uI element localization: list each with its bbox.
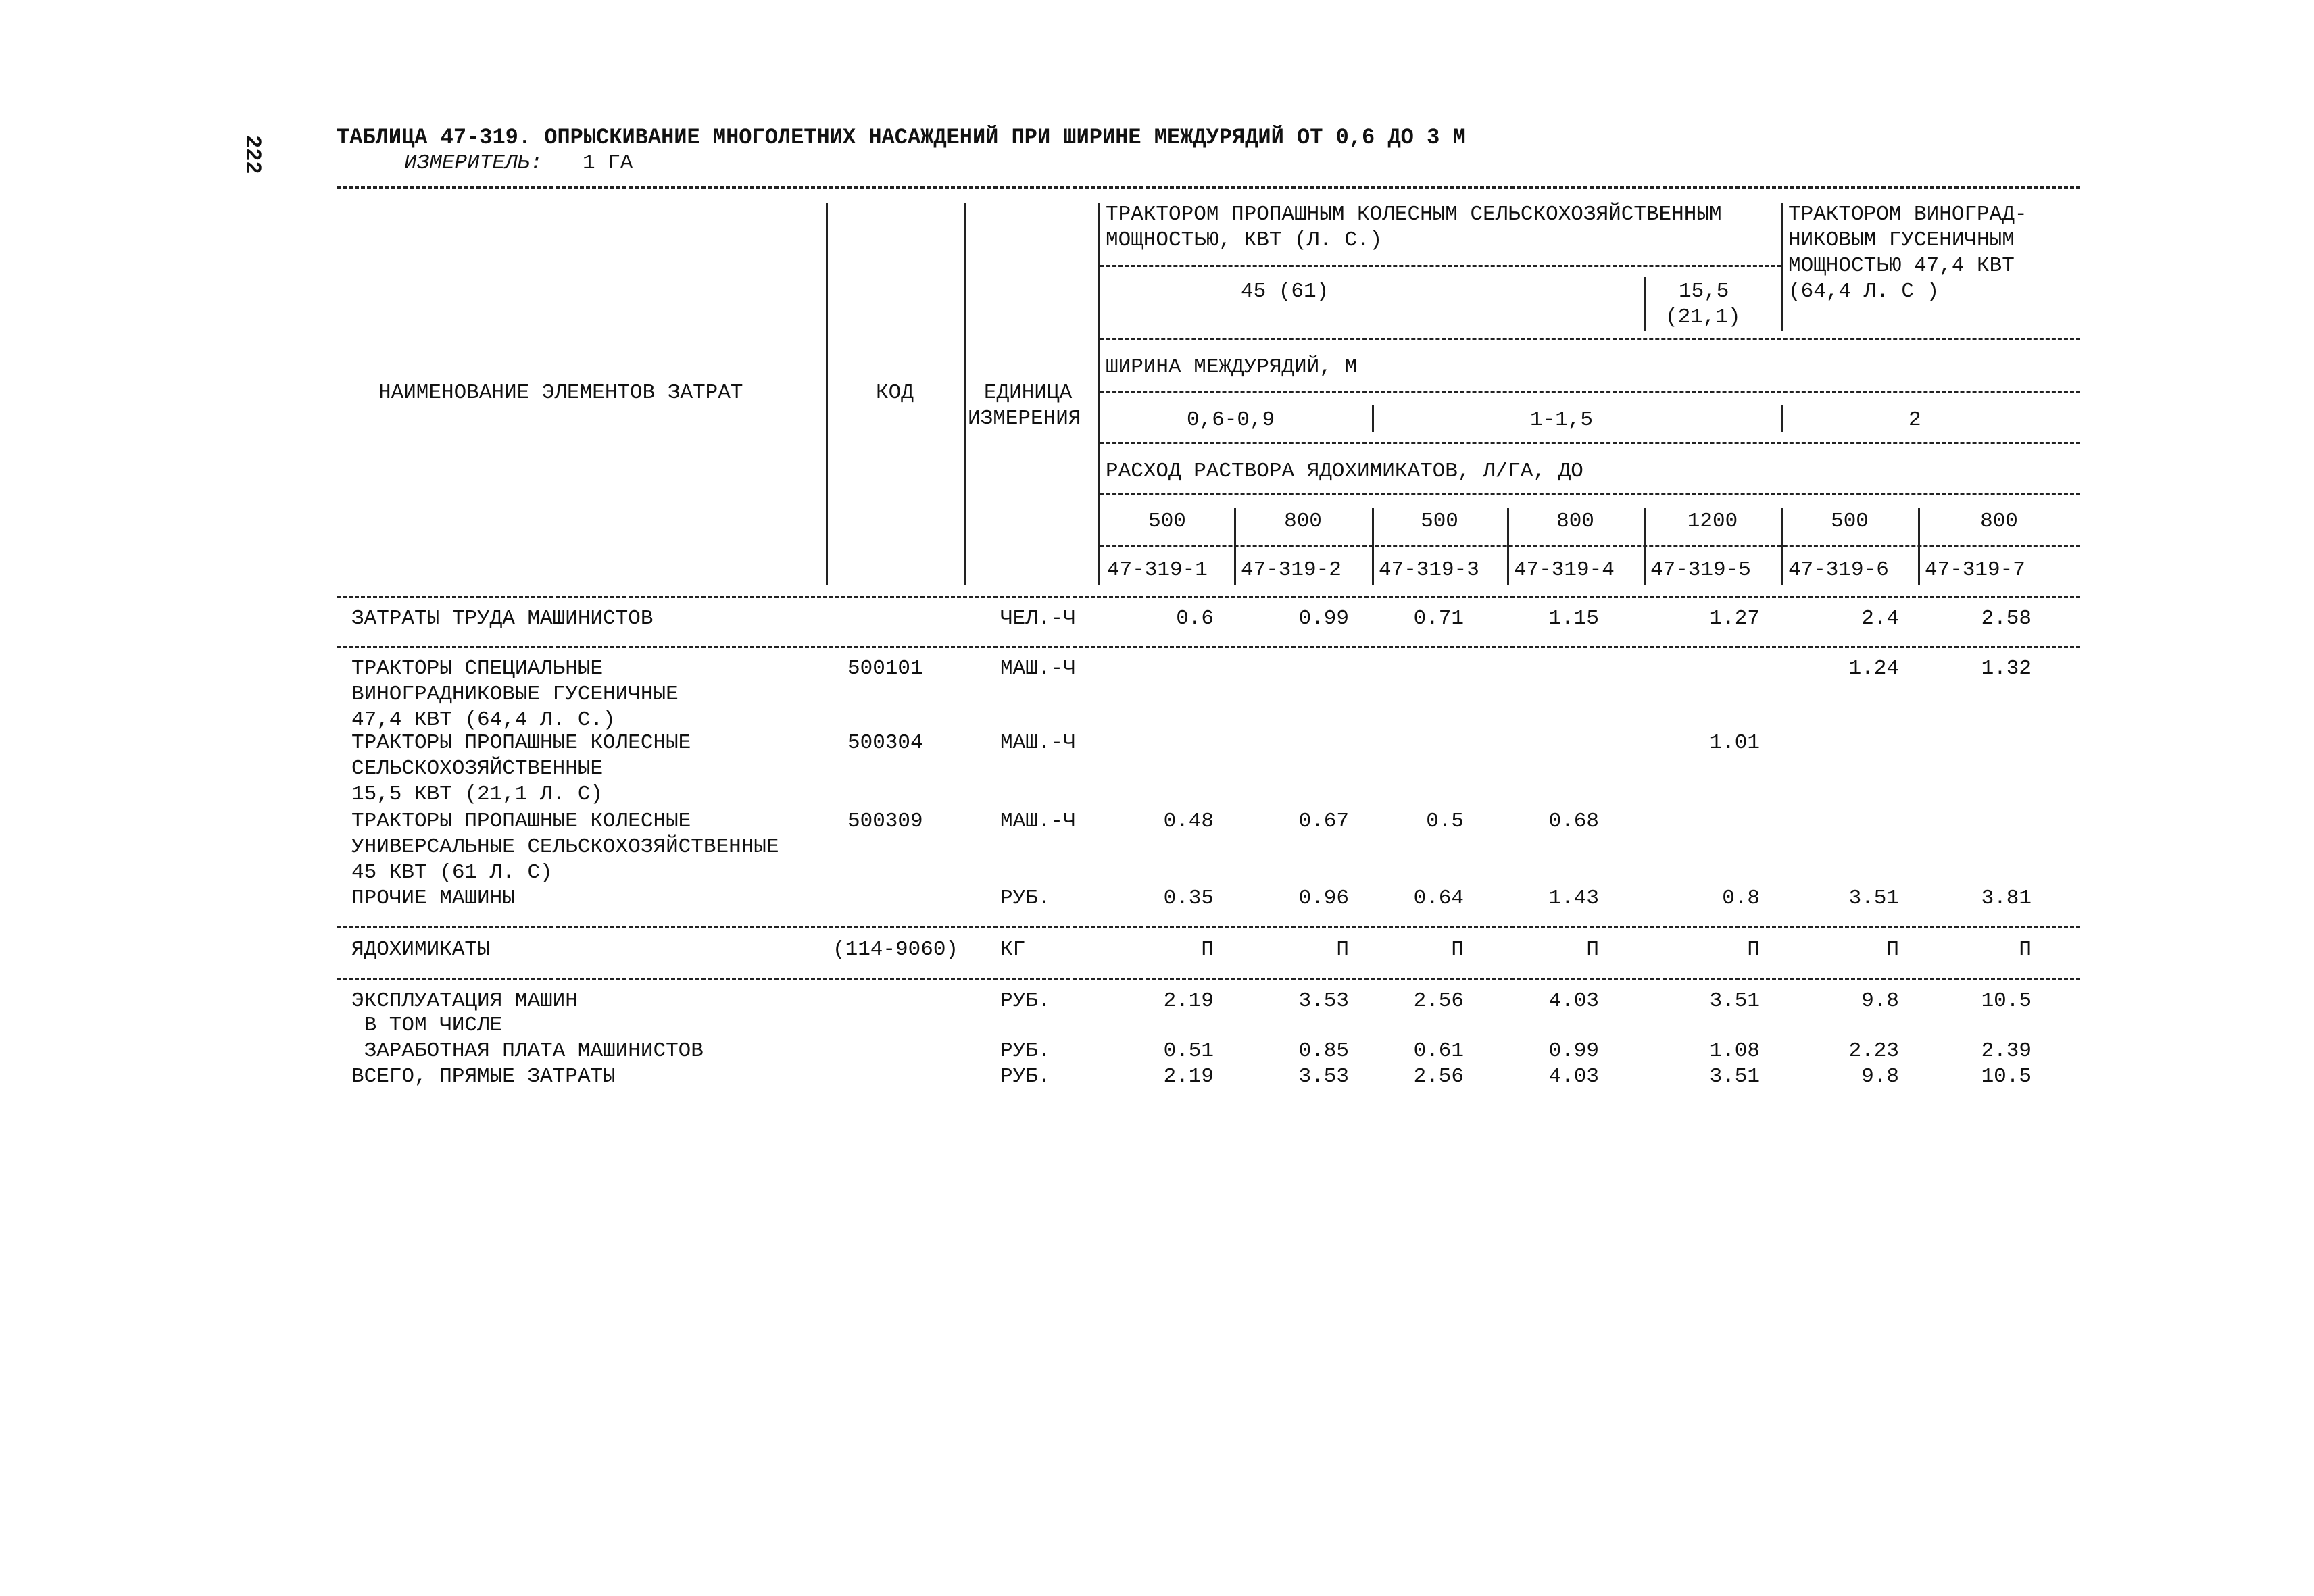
- row-value: 3.51: [1709, 989, 1760, 1013]
- rule-after-labor: [337, 646, 2080, 648]
- row-value: П: [1201, 938, 1214, 962]
- consumption-label: РАСХОД РАСТВОРА ЯДОХИМИКАТОВ, Л/ГА, ДО: [1106, 459, 1583, 483]
- col-divider-unit: [1098, 203, 1100, 585]
- row-value: 0.35: [1163, 887, 1214, 910]
- column-code: 47-319-6: [1788, 558, 1889, 582]
- row-name: ТРАКТОРЫ ПРОПАШНЫЕ КОЛЕСНЫЕ: [351, 809, 691, 833]
- row-value: 2.39: [1981, 1039, 2032, 1063]
- row-name: 47,4 КВТ (64,4 Л. С.): [351, 708, 616, 732]
- consumption-value: 500: [1831, 509, 1869, 533]
- subcolumn-divider: [1507, 508, 1509, 585]
- header-code: КОД: [876, 381, 914, 405]
- consumption-value: 500: [1421, 509, 1458, 533]
- row-unit: МАШ.-Ч: [1000, 657, 1076, 680]
- row-value: 3.81: [1981, 887, 2032, 910]
- row-code: 500304: [847, 731, 923, 755]
- row-value: 4.03: [1548, 989, 1599, 1013]
- row-name: ВСЕГО, ПРЯМЫЕ ЗАТРАТЫ: [351, 1065, 616, 1089]
- row-unit: РУБ.: [1000, 887, 1051, 910]
- row-name: 15,5 КВТ (21,1 Л. С): [351, 782, 604, 806]
- row-name: ТРАКТОРЫ СПЕЦИАЛЬНЫЕ: [351, 657, 604, 680]
- row-value: П: [2019, 938, 2032, 962]
- row-value: 10.5: [1981, 989, 2032, 1013]
- row-name: ТРАКТОРЫ ПРОПАШНЫЕ КОЛЕСНЫЕ: [351, 731, 691, 755]
- row-value: П: [1336, 938, 1349, 962]
- consumption-value: 800: [1556, 509, 1594, 533]
- row-unit: РУБ.: [1000, 1065, 1051, 1089]
- row-name: ЗАТРАТЫ ТРУДА МАШИНИСТОВ: [351, 607, 654, 630]
- col-divider-code: [964, 203, 966, 585]
- col-divider-name: [826, 203, 828, 585]
- row-value: 0.71: [1413, 607, 1464, 630]
- row-value: П: [1747, 938, 1760, 962]
- row-name: ЗАРАБОТНАЯ ПЛАТА МАШИНИСТОВ: [351, 1039, 704, 1063]
- column-code: 47-319-1: [1107, 558, 1208, 582]
- row-name: СЕЛЬСКОХОЗЯЙСТВЕННЫЕ: [351, 757, 604, 780]
- consumption-value: 1200: [1687, 509, 1738, 533]
- power-155-b: (21,1): [1665, 305, 1741, 329]
- row-value: П: [1886, 938, 1899, 962]
- row-value: 0.99: [1548, 1039, 1599, 1063]
- row-value: 0.51: [1163, 1039, 1214, 1063]
- group1-line2: МОЩНОСТЬЮ, КВТ (Л. С.): [1106, 228, 1383, 252]
- rule-group1-title: [1100, 265, 1781, 267]
- row-code: 500101: [847, 657, 923, 680]
- rule-spacing-values: [1100, 442, 2080, 444]
- row-value: 0.64: [1413, 887, 1464, 910]
- row-value: 0.48: [1163, 809, 1214, 833]
- page-number: 222: [240, 135, 265, 174]
- row-value: 3.51: [1709, 1065, 1760, 1089]
- rule-consumption-label: [1100, 493, 2080, 495]
- row-value: 0.99: [1298, 607, 1349, 630]
- row-value: П: [1586, 938, 1599, 962]
- row-value: 2.19: [1163, 1065, 1214, 1089]
- row-value: 2.19: [1163, 989, 1214, 1013]
- rule-consumption-values: [1100, 545, 2080, 547]
- rule-after-chem: [337, 978, 2080, 980]
- row-value: 4.03: [1548, 1065, 1599, 1089]
- row-name: ЭКСПЛУАТАЦИЯ МАШИН: [351, 989, 578, 1013]
- consumption-value: 800: [1284, 509, 1322, 533]
- consumption-value: 500: [1148, 509, 1186, 533]
- row-value: 0.8: [1722, 887, 1760, 910]
- subcolumn-divider: [1781, 508, 1783, 585]
- row-value: 10.5: [1981, 1065, 2032, 1089]
- row-value: 9.8: [1861, 989, 1899, 1013]
- row-value: 0.96: [1298, 887, 1349, 910]
- unit-label: ИЗМЕРИТЕЛЬ:: [404, 151, 543, 175]
- row-value: П: [1451, 938, 1464, 962]
- row-value: 0.67: [1298, 809, 1349, 833]
- unit-value: 1 ГА: [583, 151, 633, 175]
- row-value: 0.85: [1298, 1039, 1349, 1063]
- row-value: 0.5: [1426, 809, 1464, 833]
- group2-line4: (64,4 Л. С ): [1788, 280, 1940, 303]
- row-value: 1.27: [1709, 607, 1760, 630]
- row-unit: КГ: [1000, 938, 1026, 962]
- row-spacing-label: ШИРИНА МЕЖДУРЯДИЙ, М: [1106, 355, 1358, 379]
- column-code: 47-319-5: [1650, 558, 1751, 582]
- power-divider: [1644, 277, 1646, 331]
- subcolumn-divider: [1372, 508, 1374, 585]
- row-value: 2.56: [1413, 989, 1464, 1013]
- row-value: 1.43: [1548, 887, 1599, 910]
- spacing-2: 1-1,5: [1530, 408, 1594, 432]
- row-value: 2.4: [1861, 607, 1899, 630]
- subcolumn-divider: [1644, 508, 1646, 585]
- header-bottom-rule: [337, 596, 2080, 598]
- header-name: НАИМЕНОВАНИЕ ЭЛЕМЕНТОВ ЗАТРАТ: [378, 381, 743, 405]
- subcolumn-divider: [1234, 508, 1236, 585]
- table-title: ТАБЛИЦА 47-319. ОПРЫСКИВАНИЕ МНОГОЛЕТНИХ НАСАЖДЕНИЙ ПРИ ШИРИНЕ МЕЖДУРЯДИЙ ОТ 0,6 ДО 3 М: [337, 125, 1466, 150]
- row-name: ПРОЧИЕ МАШИНЫ: [351, 887, 515, 910]
- spacing-divider-2: [1781, 405, 1783, 432]
- row-value: 2.56: [1413, 1065, 1464, 1089]
- row-value: 9.8: [1861, 1065, 1899, 1089]
- row-value: 0.6: [1176, 607, 1214, 630]
- row-value: 1.15: [1548, 607, 1599, 630]
- header-unit-2: ИЗМЕРЕНИЯ: [968, 407, 1081, 430]
- row-unit: МАШ.-Ч: [1000, 809, 1076, 833]
- group-divider: [1781, 203, 1783, 331]
- rule-power: [1100, 338, 2080, 340]
- row-value: 1.24: [1848, 657, 1899, 680]
- row-value: 1.08: [1709, 1039, 1760, 1063]
- spacing-divider-1: [1372, 405, 1374, 432]
- subcolumn-divider: [1918, 508, 1920, 585]
- header-unit-1: ЕДИНИЦА: [984, 381, 1073, 405]
- row-code: (114-9060): [833, 938, 959, 962]
- row-code: 500309: [847, 809, 923, 833]
- group2-line3: МОЩНОСТЬЮ 47,4 КВТ: [1788, 254, 2015, 278]
- row-value: 1.32: [1981, 657, 2032, 680]
- row-value: 3.51: [1848, 887, 1899, 910]
- row-name: 45 КВТ (61 Л. С): [351, 861, 553, 884]
- spacing-1: 0,6-0,9: [1187, 408, 1275, 432]
- group2-line1: ТРАКТОРОМ ВИНОГРАД-: [1788, 203, 2027, 226]
- row-value: 3.53: [1298, 989, 1349, 1013]
- column-code: 47-319-3: [1379, 558, 1479, 582]
- column-code: 47-319-7: [1925, 558, 2025, 582]
- row-name: В ТОМ ЧИСЛЕ: [351, 1014, 503, 1037]
- rule-spacing-label: [1100, 391, 2080, 393]
- power-155-a: 15,5: [1679, 280, 1729, 303]
- row-value: 0.68: [1548, 809, 1599, 833]
- row-unit: РУБ.: [1000, 1039, 1051, 1063]
- row-name: УНИВЕРСАЛЬНЫЕ СЕЛЬСКОХОЗЯЙСТВЕННЫЕ: [351, 835, 779, 859]
- spacing-3: 2: [1909, 408, 1921, 432]
- row-unit: ЧЕЛ.-Ч: [1000, 607, 1076, 630]
- row-name: ВИНОГРАДНИКОВЫЕ ГУСЕНИЧНЫЕ: [351, 682, 679, 706]
- top-rule: [337, 186, 2080, 189]
- row-unit: РУБ.: [1000, 989, 1051, 1013]
- row-value: 2.58: [1981, 607, 2032, 630]
- column-code: 47-319-2: [1241, 558, 1341, 582]
- column-code: 47-319-4: [1514, 558, 1615, 582]
- consumption-value: 800: [1980, 509, 2018, 533]
- rule-before-chem: [337, 926, 2080, 928]
- power-45: 45 (61): [1241, 280, 1329, 303]
- row-value: 0.61: [1413, 1039, 1464, 1063]
- row-value: 1.01: [1709, 731, 1760, 755]
- group2-line2: НИКОВЫМ ГУСЕНИЧНЫМ: [1788, 228, 2015, 252]
- group1-line1: ТРАКТОРОМ ПРОПАШНЫМ КОЛЕСНЫМ СЕЛЬСКОХОЗЯЙСТВЕННЫМ: [1106, 203, 1722, 226]
- row-value: 3.53: [1298, 1065, 1349, 1089]
- row-value: 2.23: [1848, 1039, 1899, 1063]
- row-unit: МАШ.-Ч: [1000, 731, 1076, 755]
- row-name: ЯДОХИМИКАТЫ: [351, 938, 490, 962]
